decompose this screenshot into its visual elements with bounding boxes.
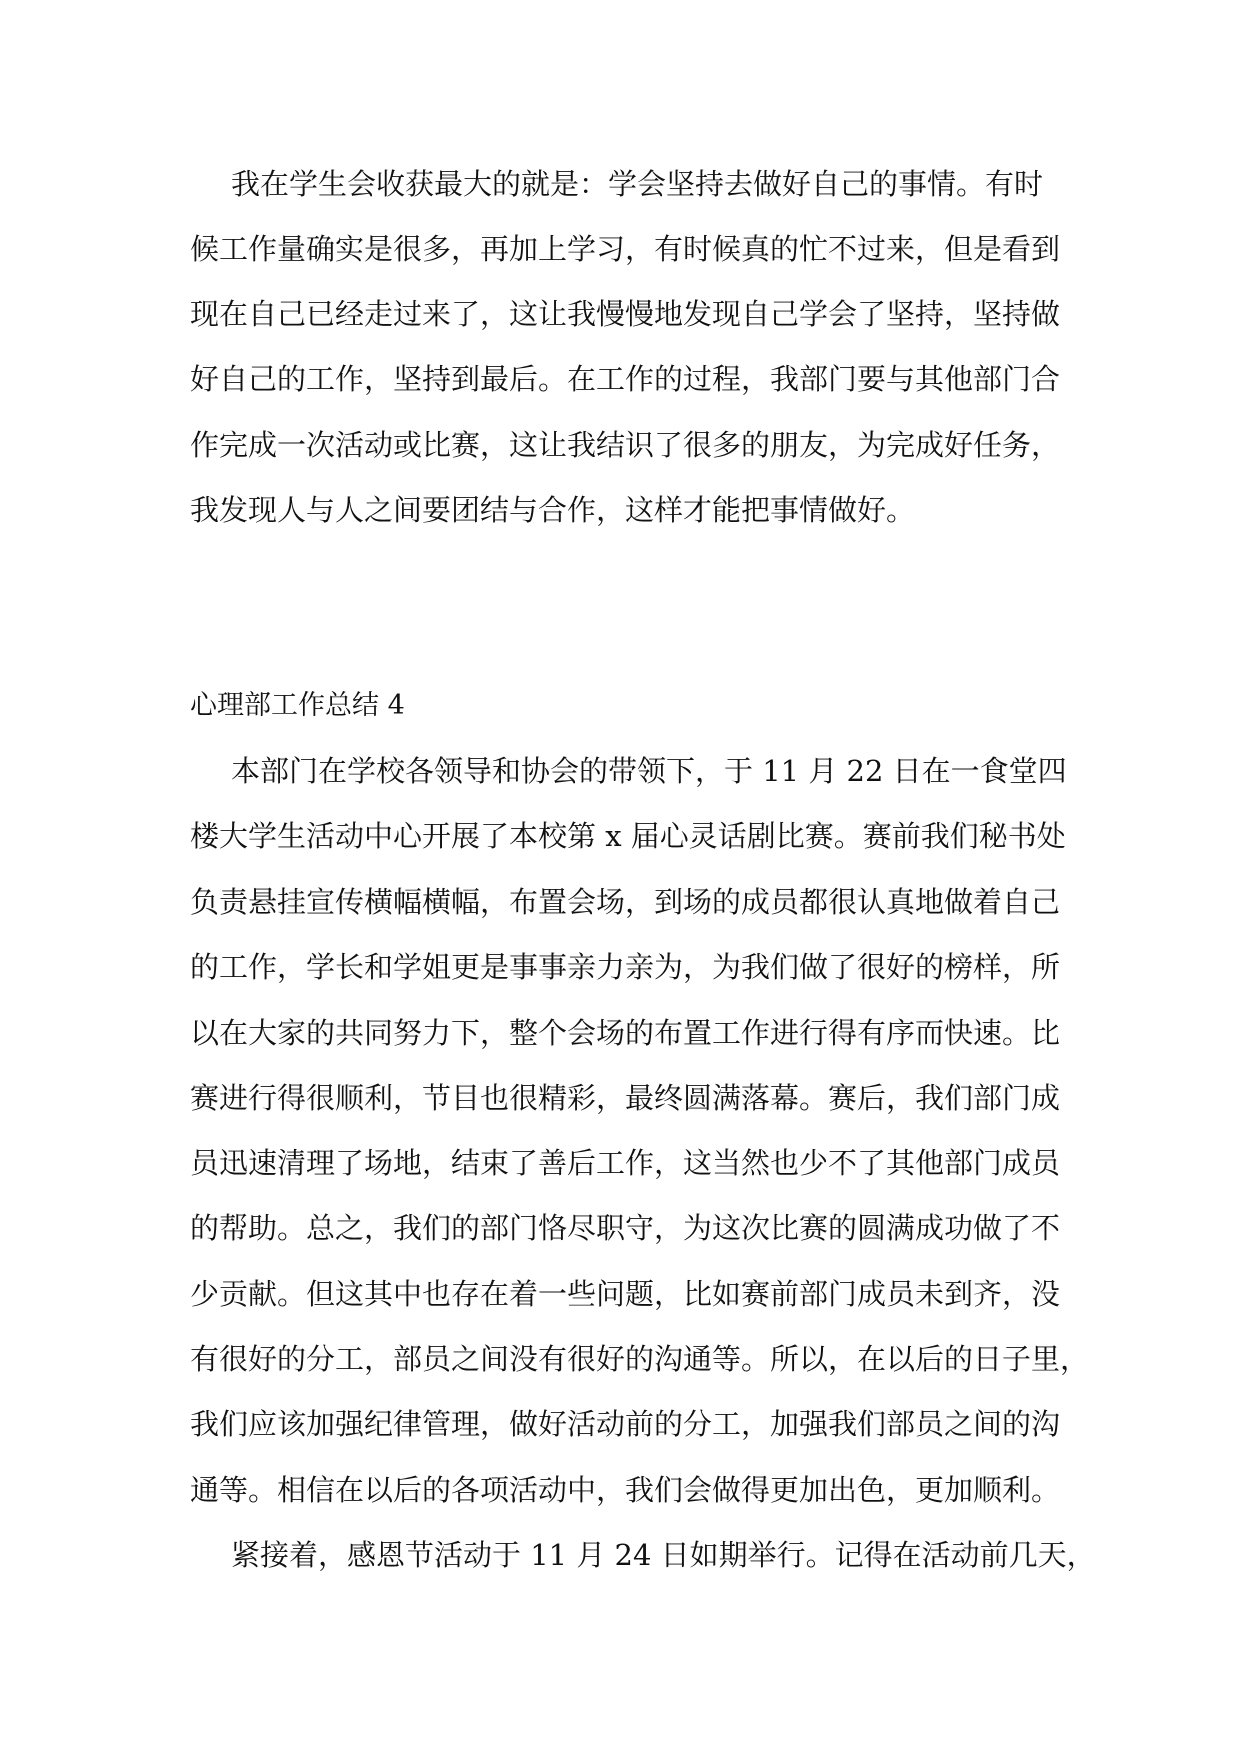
paragraph-line: 赛进行得很顺利，节目也很精彩，最终圆满落幕。赛后，我们部门成	[190, 1081, 1061, 1115]
paragraph-line: 我们应该加强纪律管理，做好活动前的分工，加强我们部员之间的沟	[190, 1407, 1061, 1441]
paragraph-line: 有很好的分工，部员之间没有很好的沟通等。所以，在以后的日子里，	[190, 1342, 1090, 1376]
paragraph-line: 本部门在学校各领导和协会的带领下，于 11 月 22 日在一食堂四	[231, 754, 1067, 788]
paragraph-line: 作完成一次活动或比赛，这让我结识了很多的朋友，为完成好任务，	[190, 428, 1061, 462]
paragraph-line: 员迅速清理了场地，结束了善后工作，这当然也少不了其他部门成员	[190, 1146, 1061, 1180]
paragraph-line: 我在学生会收获最大的就是：学会坚持去做好自己的事情。有时	[231, 167, 1044, 201]
paragraph-line: 少贡献。但这其中也存在着一些问题，比如赛前部门成员未到齐，没	[190, 1277, 1061, 1311]
paragraph-line: 楼大学生活动中心开展了本校第 x 届心灵话剧比赛。赛前我们秘书处	[190, 819, 1066, 853]
paragraph-line: 以在大家的共同努力下，整个会场的布置工作进行得有序而快速。比	[190, 1016, 1061, 1050]
paragraph-line: 紧接着，感恩节活动于 11 月 24 日如期举行。记得在活动前几天，	[231, 1538, 1096, 1572]
paragraph-line: 通等。相信在以后的各项活动中，我们会做得更加出色，更加顺利。	[190, 1473, 1061, 1507]
section-heading: 心理部工作总结 4	[190, 690, 405, 721]
paragraph-line: 的帮助。总之，我们的部门恪尽职守，为这次比赛的圆满成功做了不	[190, 1211, 1061, 1245]
paragraph-line: 现在自己已经走过来了，这让我慢慢地发现自己学会了坚持，坚持做	[190, 297, 1061, 331]
paragraph-line: 候工作量确实是很多，再加上学习，有时候真的忙不过来，但是看到	[190, 232, 1061, 266]
paragraph-line: 我发现人与人之间要团结与合作，这样才能把事情做好。	[190, 493, 916, 527]
paragraph-line: 的工作，学长和学姐更是事事亲力亲为，为我们做了很好的榜样，所	[190, 950, 1061, 984]
paragraph-line: 好自己的工作，坚持到最后。在工作的过程，我部门要与其他部门合	[190, 362, 1061, 396]
paragraph-line: 负责悬挂宣传横幅横幅，布置会场，到场的成员都很认真地做着自己	[190, 885, 1061, 919]
